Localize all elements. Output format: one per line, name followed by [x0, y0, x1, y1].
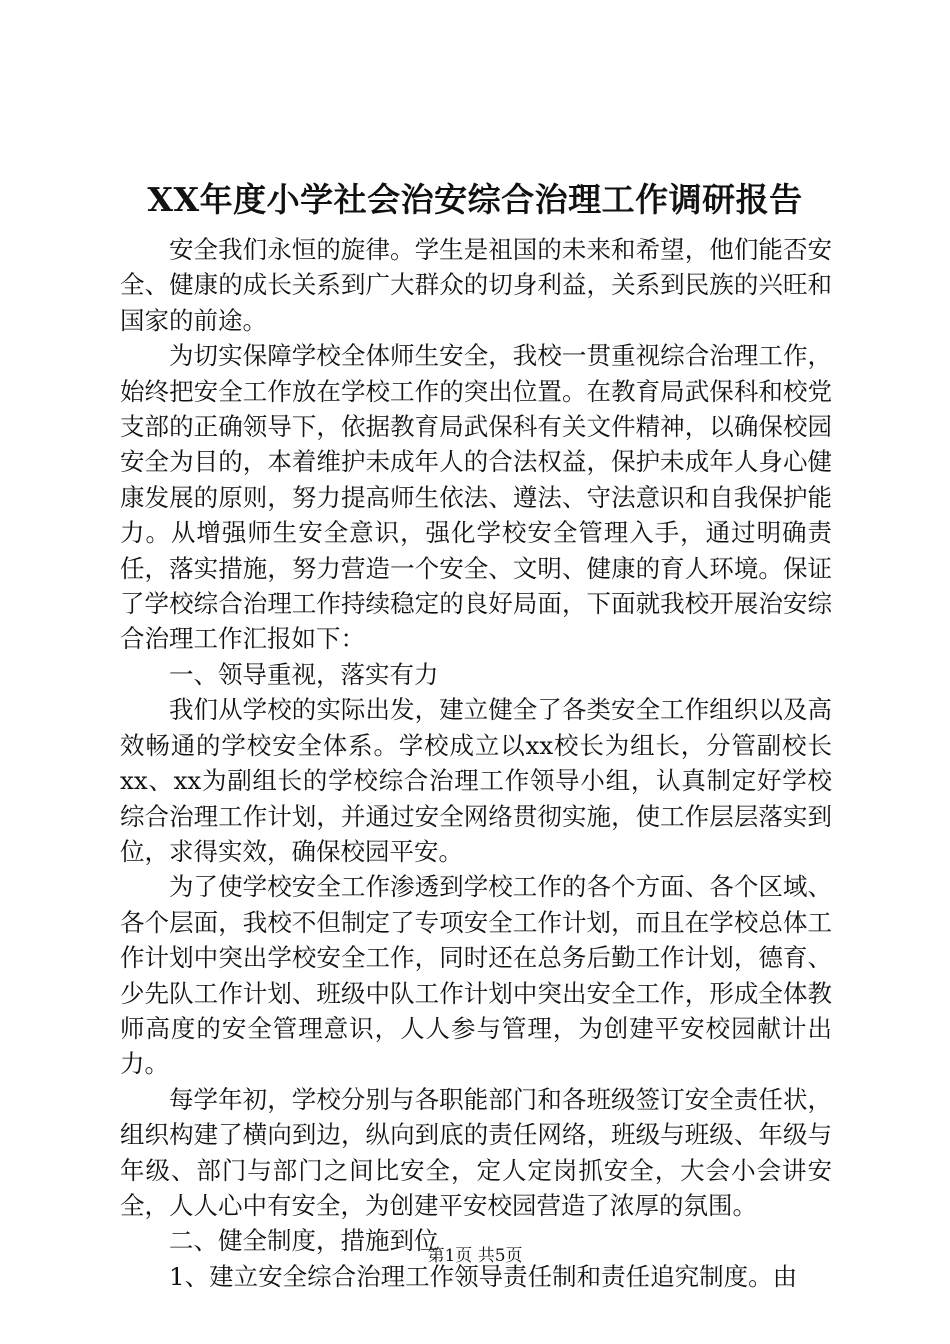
paragraph-planning: 为了使学校安全工作渗透到学校工作的各个方面、各个区域、各个层面，我校不但制定了专项安全工作计划，而且在学校总体工作计划中突出学校安全工作，同时还在总务后勤工作计划，德育、少先队工作计划、班级中队工作计划中突出安全工作，形成全体教师高度的安全管理意识，人人参与管理，为创建平安校园献计出力。: [120, 872, 832, 1079]
paragraph-responsibility: 每学年初，学校分别与各职能部门和各班级签订安全责任状，组织构建了横向到边，纵向到底的责任网络，班级与班级、年级与年级、部门与部门之间比安全，定人定岗抓安全，大会小会讲安全，人人心中有安全，为创建平安校园营造了浓厚的氛围。: [120, 1084, 832, 1220]
document-body: [120, 232, 832, 1294]
document-title: XX年度小学社会治安综合治理工作调研报告: [147, 180, 803, 219]
section-heading-2: 二、健全制度，措施到位: [169, 1226, 439, 1256]
paragraph-overview: 为切实保障学校全体师生安全，我校一贯重视综合治理工作，始终把安全工作放在学校工作的突出位置。在教育局武保科和校党支部的正确领导下，依据教育局武保科有关文件精神，以确保校园安全为目的，本着维护未成年人的合法权益，保护未成年人身心健康发展的原则，努力提高师生依法、遵法、守法意识和自我保护能力。从增强师生安全意识，强化学校安全管理入手，通过明确责任，落实措施，努力营造一个安全、文明、健康的育人环境。保证了学校综合治理工作持续稳定的良好局面，下面就我校开展治安综合治理工作汇报如下：: [120, 341, 832, 654]
section-heading-1: 一、领导重视，落实有力: [169, 659, 439, 689]
page-number-footer: 第1页 共5页: [427, 1246, 523, 1266]
paragraph-item-1: 1、建立安全综合治理工作领导责任制和责任追究制度。由: [169, 1261, 798, 1291]
paragraph-intro: 安全我们永恒的旋律。学生是祖国的未来和希望，他们能否安全、健康的成长关系到广大群众的切身利益，关系到民族的兴旺和国家的前途。: [120, 235, 832, 335]
paragraph-organization: 我们从学校的实际出发，建立健全了各类安全工作组织以及高效畅通的学校安全体系。学校成立以xx校长为组长，分管副校长xx、xx为副组长的学校综合治理工作领导小组，认真制定好学校综合治理工作计划，并通过安全网络贯彻实施，使工作层层落实到位，求得实效，确保校园平安。: [120, 695, 832, 866]
